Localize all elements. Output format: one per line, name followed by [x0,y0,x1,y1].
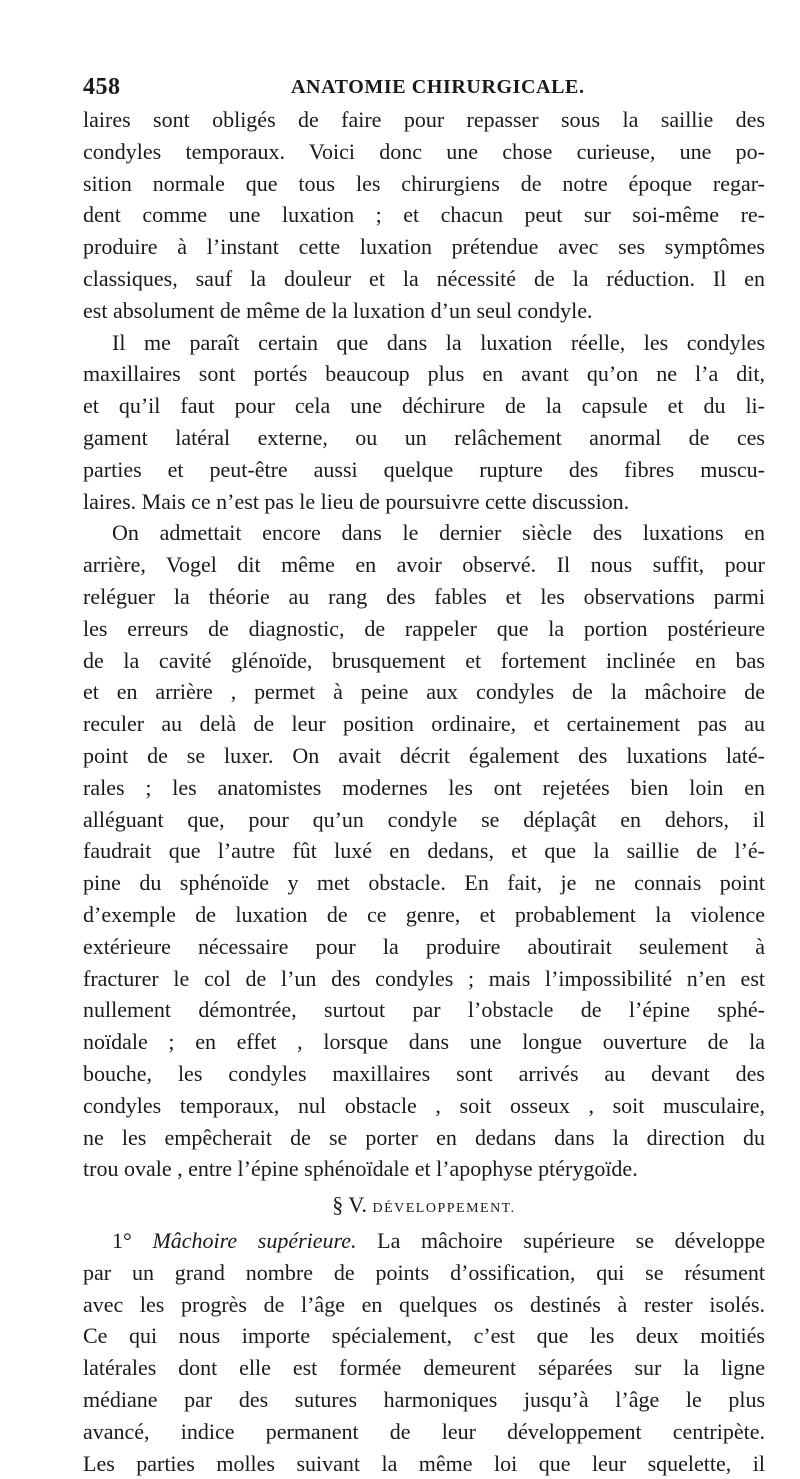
text-line: bouche, les condyles maxillaires sont arrivés au devant des [83,1060,765,1086]
text-line: de la cavité glénoïde, brusquement et fortement inclinée en bas [83,647,765,673]
text-line: avec les progrès de l’âge en quelques os destinés à rester isolés. [83,1291,765,1317]
text-line: maxillaires sont portés beaucoup plus en avant qu’on ne l’a dit, [83,361,765,387]
text-line: sition normale que tous les chirurgiens de notre époque regar- [83,170,765,196]
text-line: Ce qui nous importe spécialement, c’est que les deux moitiés [83,1323,765,1349]
text-line: nullement démontrée, surtout par l’obstacle de l’épine sphé- [83,997,765,1023]
text-run: La mâchoire supérieure se développe [356,1228,766,1254]
text-line: laires sont obligés de faire pour repasser sous la saillie des [83,107,765,132]
text-line: par un grand nombre de points d’ossification, qui se résument [83,1259,765,1285]
text-line: reléguer la théorie au rang des fables et les observations parmi [83,583,765,609]
text-line: dent comme une luxation ; et chacun peut sur soi-même re- [83,202,765,228]
text-line: est absolument de même de la luxation d’un seul condyle. [83,297,593,323]
subsection-title: Mâchoire supérieure. [152,1228,357,1254]
text-line: parties et peut-être aussi quelque rupture des fibres muscu- [83,456,765,482]
text-line: condyles temporaux. Voici donc une chose curieuse, une po- [83,138,765,164]
text-line: rales ; les anatomistes modernes les ont rejetées bien loin en [83,774,765,800]
page-number: 458 [83,74,121,100]
text-line [83,1225,765,1257]
text-line: laires. Mais ce n’est pas le lieu de poursuivre cette discussion. [83,488,630,514]
text-line: et qu’il faut pour cela une déchirure de la capsule et du li- [83,393,765,419]
body-text [83,104,765,1479]
paragraph-2 [83,327,765,518]
text-line: fracturer le col de l’un des condyles ; mais l’impossibilité n’en est [83,965,765,991]
item-number: 1° [112,1228,132,1254]
text-line: les erreurs de diagnostic, de rappeler que la portion postérieure [83,615,765,641]
paragraph-3 [83,517,765,1185]
text-line: ne les empêcherait de se porter en dedans dans la direction du [83,1124,765,1150]
paragraph-1 [83,104,765,327]
running-head [83,74,765,104]
text-line: noïdale ; en effet , lorsque dans une longue ouverture de la [83,1029,765,1055]
section-heading [83,1185,765,1225]
text-line: point de se luxer. On avait décrit également des luxations laté- [83,742,765,768]
paragraph-4 [83,1225,765,1479]
text-line: classiques, sauf la douleur et la nécessité de la réduction. Il en [83,265,765,291]
text-line: arrière, Vogel dit même en avoir observé. Il nous suffit, pour [83,552,765,578]
text-line: pine du sphénoïde y met obstacle. En fait, je ne connais point [83,870,765,896]
section-title: DÉVELOPPEMENT. [372,1201,516,1217]
text-line: avancé, indice permanent de leur développement centripète. [83,1418,765,1444]
text-line: trou ovale , entre l’épine sphénoïdale et l’apophyse ptérygoïde. [83,1156,638,1182]
text-line: produire à l’instant cette luxation prétendue avec ses symptômes [83,234,765,260]
section-number: § V. [332,1192,367,1218]
book-page [83,74,765,1479]
text-line: reculer au delà de leur position ordinaire, et certainement pas au [83,711,765,737]
text-line: latérales dont elle est formée demeurent séparées sur la ligne [83,1355,765,1381]
text-line: et en arrière , permet à peine aux condyles de la mâchoire de [83,679,765,705]
text-line: gament latéral externe, ou un relâchement anormal de ces [83,424,765,450]
text-line: Il me paraît certain que dans la luxation réelle, les condyles [112,329,765,355]
text-line: d’exemple de luxation de ce genre, et probablement la violence [83,901,765,927]
text-line: extérieure nécessaire pour la produire aboutirait seulement à [83,933,765,959]
text-line: faudrait que l’autre fût luxé en dedans, et que la saillie de l’é- [83,838,765,864]
text-line: On admettait encore dans le dernier siècle des luxations en [112,520,765,546]
text-line: Les parties molles suivant la même loi que leur squelette, il [83,1450,765,1476]
text-line: médiane par des sutures harmoniques jusqu’à l’âge le plus [83,1387,765,1413]
running-title: ANATOMIE CHIRURGICALE. [291,76,585,98]
text-line: alléguant que, pour qu’un condyle se déplaçât en dehors, il [83,806,765,832]
text-line: condyles temporaux, nul obstacle , soit osseux , soit musculaire, [83,1092,765,1118]
